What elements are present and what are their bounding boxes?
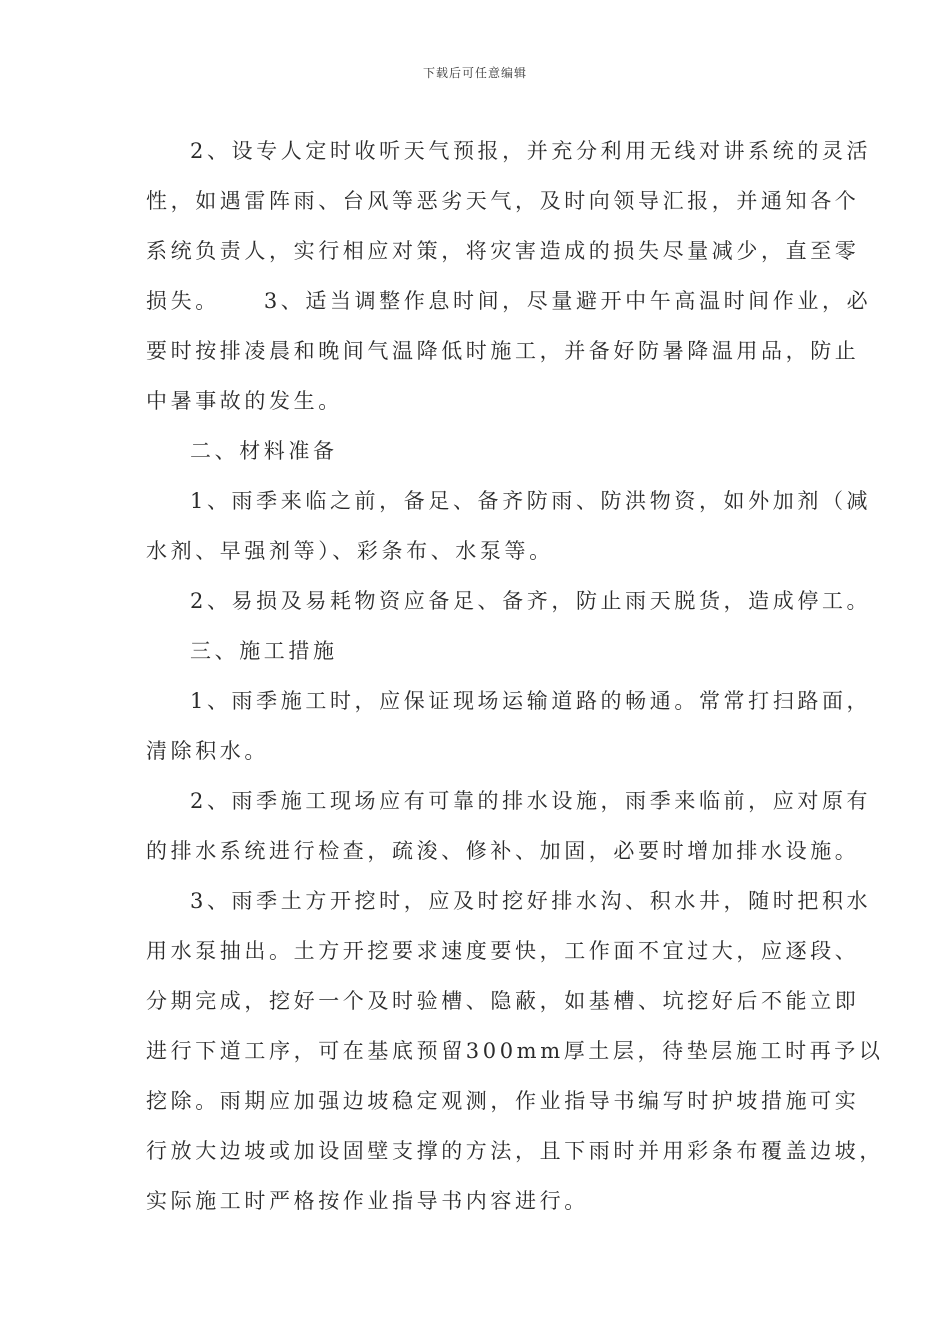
paragraph-line: 1、雨季施工时，应保证现场运输道路的畅通。常常打扫路面， <box>190 689 872 713</box>
paragraph-line: 挖除。雨期应加强边坡稳定观测，作业指导书编写时护坡措施可实 <box>146 1089 860 1113</box>
paragraph-line: 水剂、早强剂等）、彩条布、水泵等。 <box>146 539 554 563</box>
paragraph-line: 的排水系统进行检查，疏浚、修补、加固，必要时增加排水设施。 <box>146 839 860 863</box>
page-header-note: 下载后可任意编辑 <box>422 66 527 80</box>
paragraph-line: 3、雨季土方开挖时，应及时挖好排水沟、积水井，随时把积水 <box>190 889 872 913</box>
paragraph-line: 性，如遇雷阵雨、台风等恶劣天气，及时向领导汇报，并通知各个 <box>146 189 860 213</box>
paragraph-line: 要时按排凌晨和晚间气温降低时施工，并备好防暑降温用品，防止 <box>146 339 860 363</box>
paragraph-line-combined <box>146 276 872 326</box>
paragraph-line: 中暑事故的发生。 <box>146 389 343 413</box>
paragraph-line: 清除积水。 <box>146 739 269 763</box>
paragraph-line: 2、易损及易耗物资应备足、备齐，防止雨天脱货，造成停工。 <box>190 589 872 613</box>
document-body <box>146 126 884 1226</box>
section-heading: 三、施工措施 <box>190 639 338 663</box>
paragraph-line: 2、设专人定时收听天气预报，并充分利用无线对讲系统的灵活 <box>190 139 872 163</box>
paragraph-line: 2、雨季施工现场应有可靠的排水设施，雨季来临前，应对原有 <box>190 789 872 813</box>
paragraph-line: 进行下道工序，可在基底预留300mm厚土层，待垫层施工时再予以 <box>146 1039 884 1063</box>
paragraph-line: 系统负责人，实行相应对策，将灾害造成的损失尽量减少，直至零 <box>146 239 860 263</box>
paragraph-line: 用水泵抽出。土方开挖要求速度要快，工作面不宜过大，应逐段、 <box>146 939 860 963</box>
paragraph-line: 行放大边坡或加设固壁支撑的方法，且下雨时并用彩条布覆盖边坡， <box>146 1139 884 1163</box>
paragraph-line-fragment: 损失。 <box>146 289 220 313</box>
paragraph-line-fragment: 3、适当调整作息时间，尽量避开中午高温时间作业，必 <box>263 289 872 313</box>
paragraph-line: 实际施工时严格按作业指导书内容进行。 <box>146 1189 589 1213</box>
paragraph-line: 1、雨季来临之前，备足、备齐防雨、防洪物资，如外加剂（减 <box>190 489 872 513</box>
paragraph-line: 分期完成，挖好一个及时验槽、隐蔽，如基槽、坑挖好后不能立即 <box>146 989 860 1013</box>
section-heading: 二、材料准备 <box>190 439 338 463</box>
